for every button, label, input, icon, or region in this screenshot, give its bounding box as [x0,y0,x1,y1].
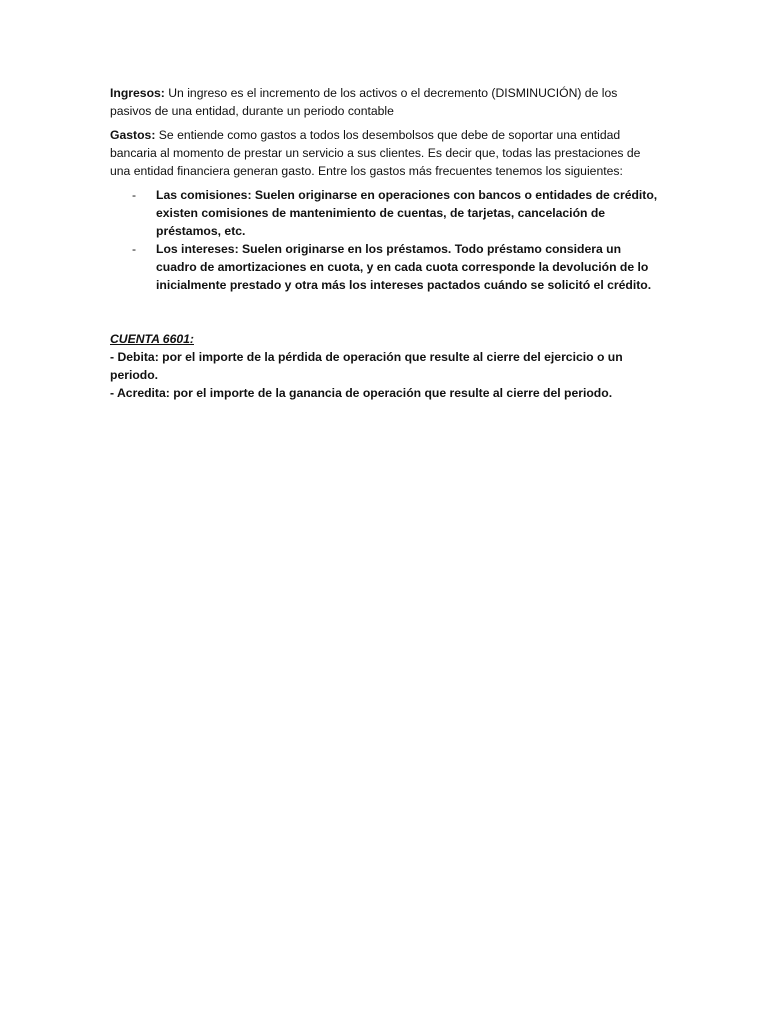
ingresos-text: Un ingreso es el incremento de los activos o el decremento (DISMINUCIÓN) de los pasivos de una entidad, durante un periodo contable [110,86,618,118]
ingresos-term: Ingresos: [110,86,165,100]
cuenta-acredita: - Acredita: por el importe de la ganancia de operación que resulte al cierre del periodo. [110,386,613,400]
cuenta-section [110,330,660,402]
gastos-text: Se entiende como gastos a todos los desembolsos que debe de soportar una entidad bancaria al momento de prestar un servicio a sus clientes. Es decir que, todas las prestaciones de una entidad financiera generan gasto. Entre los gastos más frecuentes tenemos los siguientes: [110,128,641,178]
intereses-term: Los intereses: [156,242,239,256]
intereses-text: Suelen originarse en los préstamos. Todo préstamo considera un cuadro de amortizaciones en cuota, y en cada cuota corresponde la devolución de lo inicialmente prestado y otra más los intereses pactados cuándo se solicitó el crédito. [156,242,652,292]
cuenta-title: CUENTA 6601: [110,332,194,346]
list-item-comisiones [110,186,660,240]
document-page [110,84,660,402]
gastos-paragraph [110,126,660,180]
comisiones-term: Las comisiones: [156,188,252,202]
list-bullet: - [132,242,137,256]
comisiones-text: Suelen originarse en operaciones con bancos o entidades de crédito, existen comisiones de mantenimiento de cuentas, de tarjetas, cancelación de préstamos, etc. [156,188,658,238]
list-item-intereses [110,240,660,294]
cuenta-debita: - Debita: por el importe de la pérdida de operación que resulte al cierre del ejercicio o un periodo. [110,350,623,382]
gastos-list [110,186,660,294]
ingresos-paragraph [110,84,660,120]
list-bullet: - [132,188,137,202]
gastos-term: Gastos: [110,128,156,142]
